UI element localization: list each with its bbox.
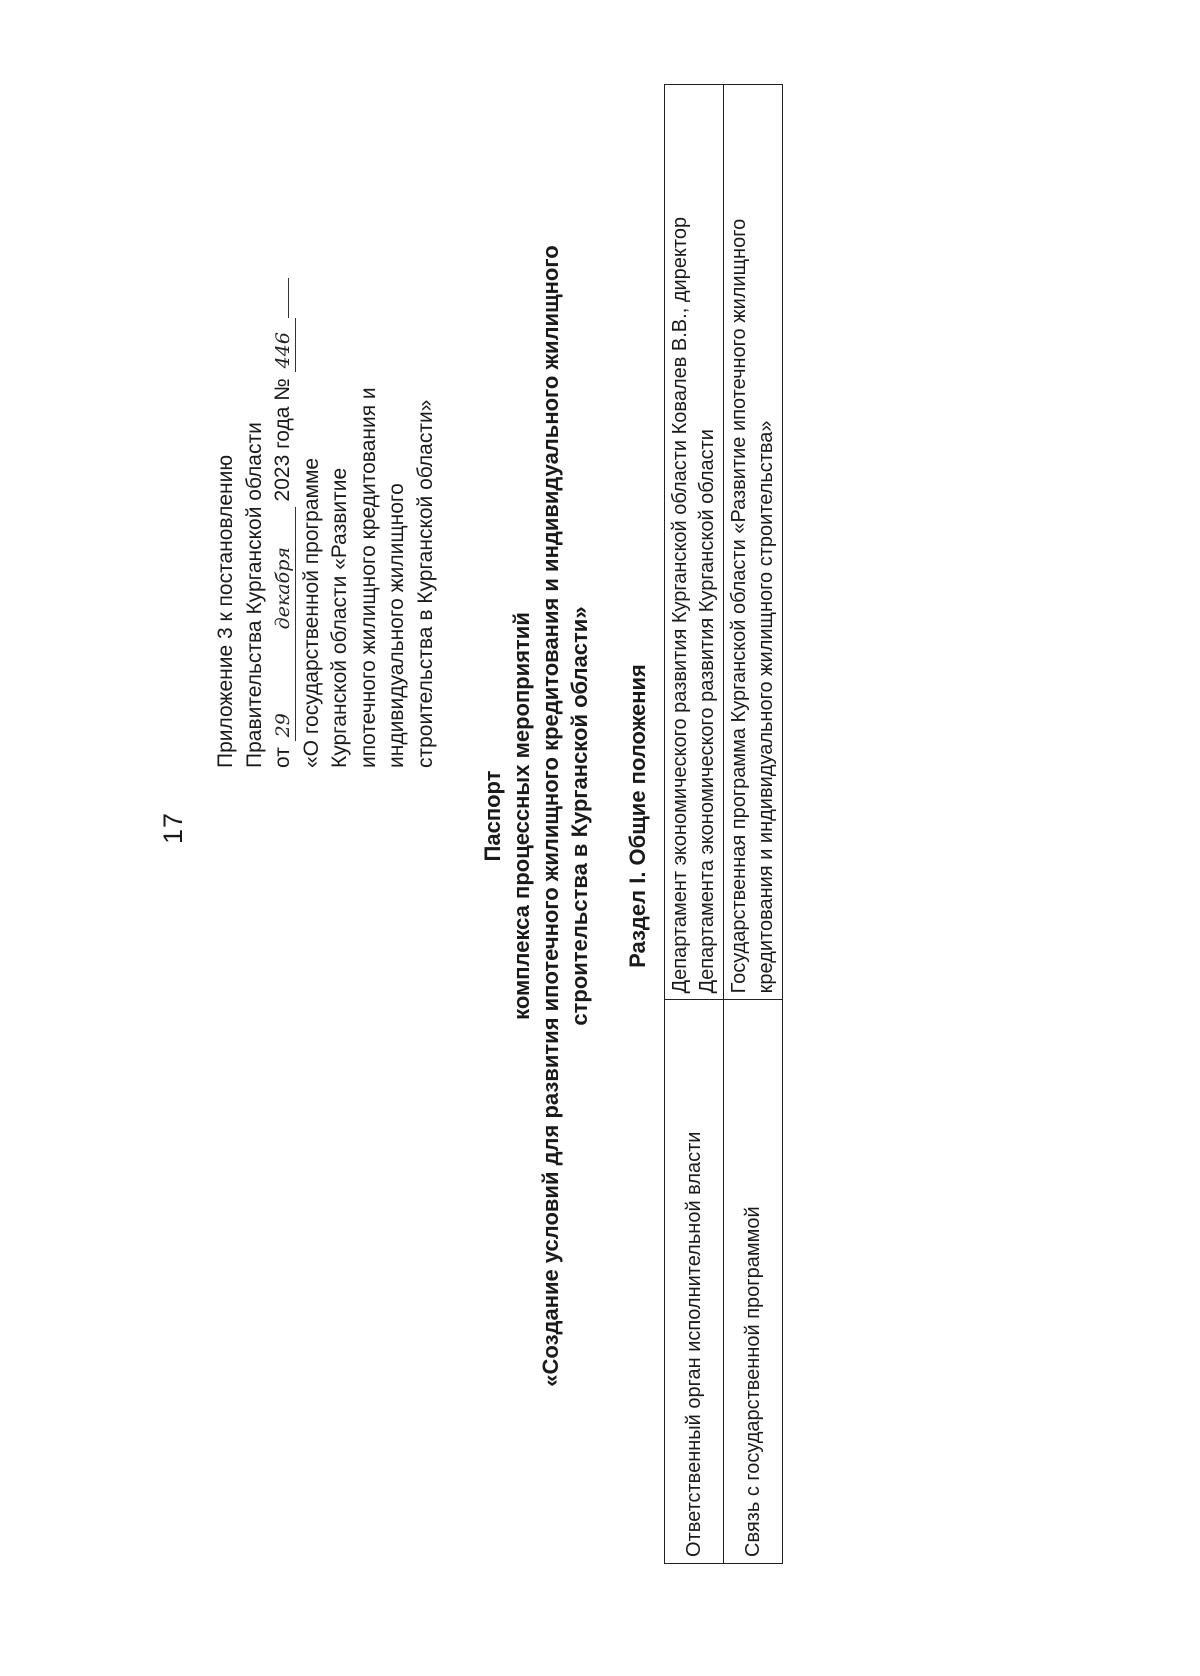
annex-line: Приложение 3 к постановлению: [214, 454, 237, 768]
underline-rule: [270, 278, 289, 318]
general-provisions-table: [664, 84, 783, 1564]
row-label: Ответственный орган исполнительной власти: [665, 1000, 724, 1564]
annex-date-year: 2023 года №: [271, 378, 294, 502]
title-line: комплекса процессных мероприятий: [509, 612, 534, 1020]
table-row: [665, 85, 724, 1564]
page-number: 17: [158, 811, 188, 844]
handwritten-doc-number: 446: [271, 318, 296, 372]
row-label: Связь с государственной программой: [724, 1000, 783, 1564]
annex-header: [212, 248, 440, 768]
document-title: [478, 76, 594, 1556]
title-line: строительства в Курганской области»: [567, 606, 592, 1026]
row-value: Государственная программа Курганской области «Развитие ипотечного жилищного кредитования и индивидуального жилищного строительства»: [724, 85, 783, 1000]
section-title: Раздел I. Общие положения: [625, 664, 650, 968]
annex-date-prefix: от: [271, 747, 294, 768]
table-row: [724, 85, 783, 1564]
annex-line: «О государственной программе: [299, 457, 323, 768]
annex-line: строительства в Курганской области»: [413, 399, 437, 768]
handwritten-date-day: 29: [271, 633, 296, 741]
title-line: «Создание условий для развития ипотечного жилищного кредитования и индивидуального жилищного: [538, 245, 563, 1387]
annex-line: ипотечного жилищного кредитования и: [356, 387, 380, 768]
annex-line: Правительства Курганской области: [242, 422, 266, 768]
annex-date-line: [269, 248, 298, 768]
title-line: Паспорт: [480, 770, 505, 862]
annex-line: Курганской области «Развитие: [328, 467, 351, 768]
row-value: Департамент экономического развития Курганской области Ковалев В.В., директор Департамента экономического развития Курганской области: [665, 85, 724, 1000]
annex-line: индивидуального жилищного: [385, 483, 408, 768]
handwritten-date-month: декабря: [271, 507, 296, 633]
